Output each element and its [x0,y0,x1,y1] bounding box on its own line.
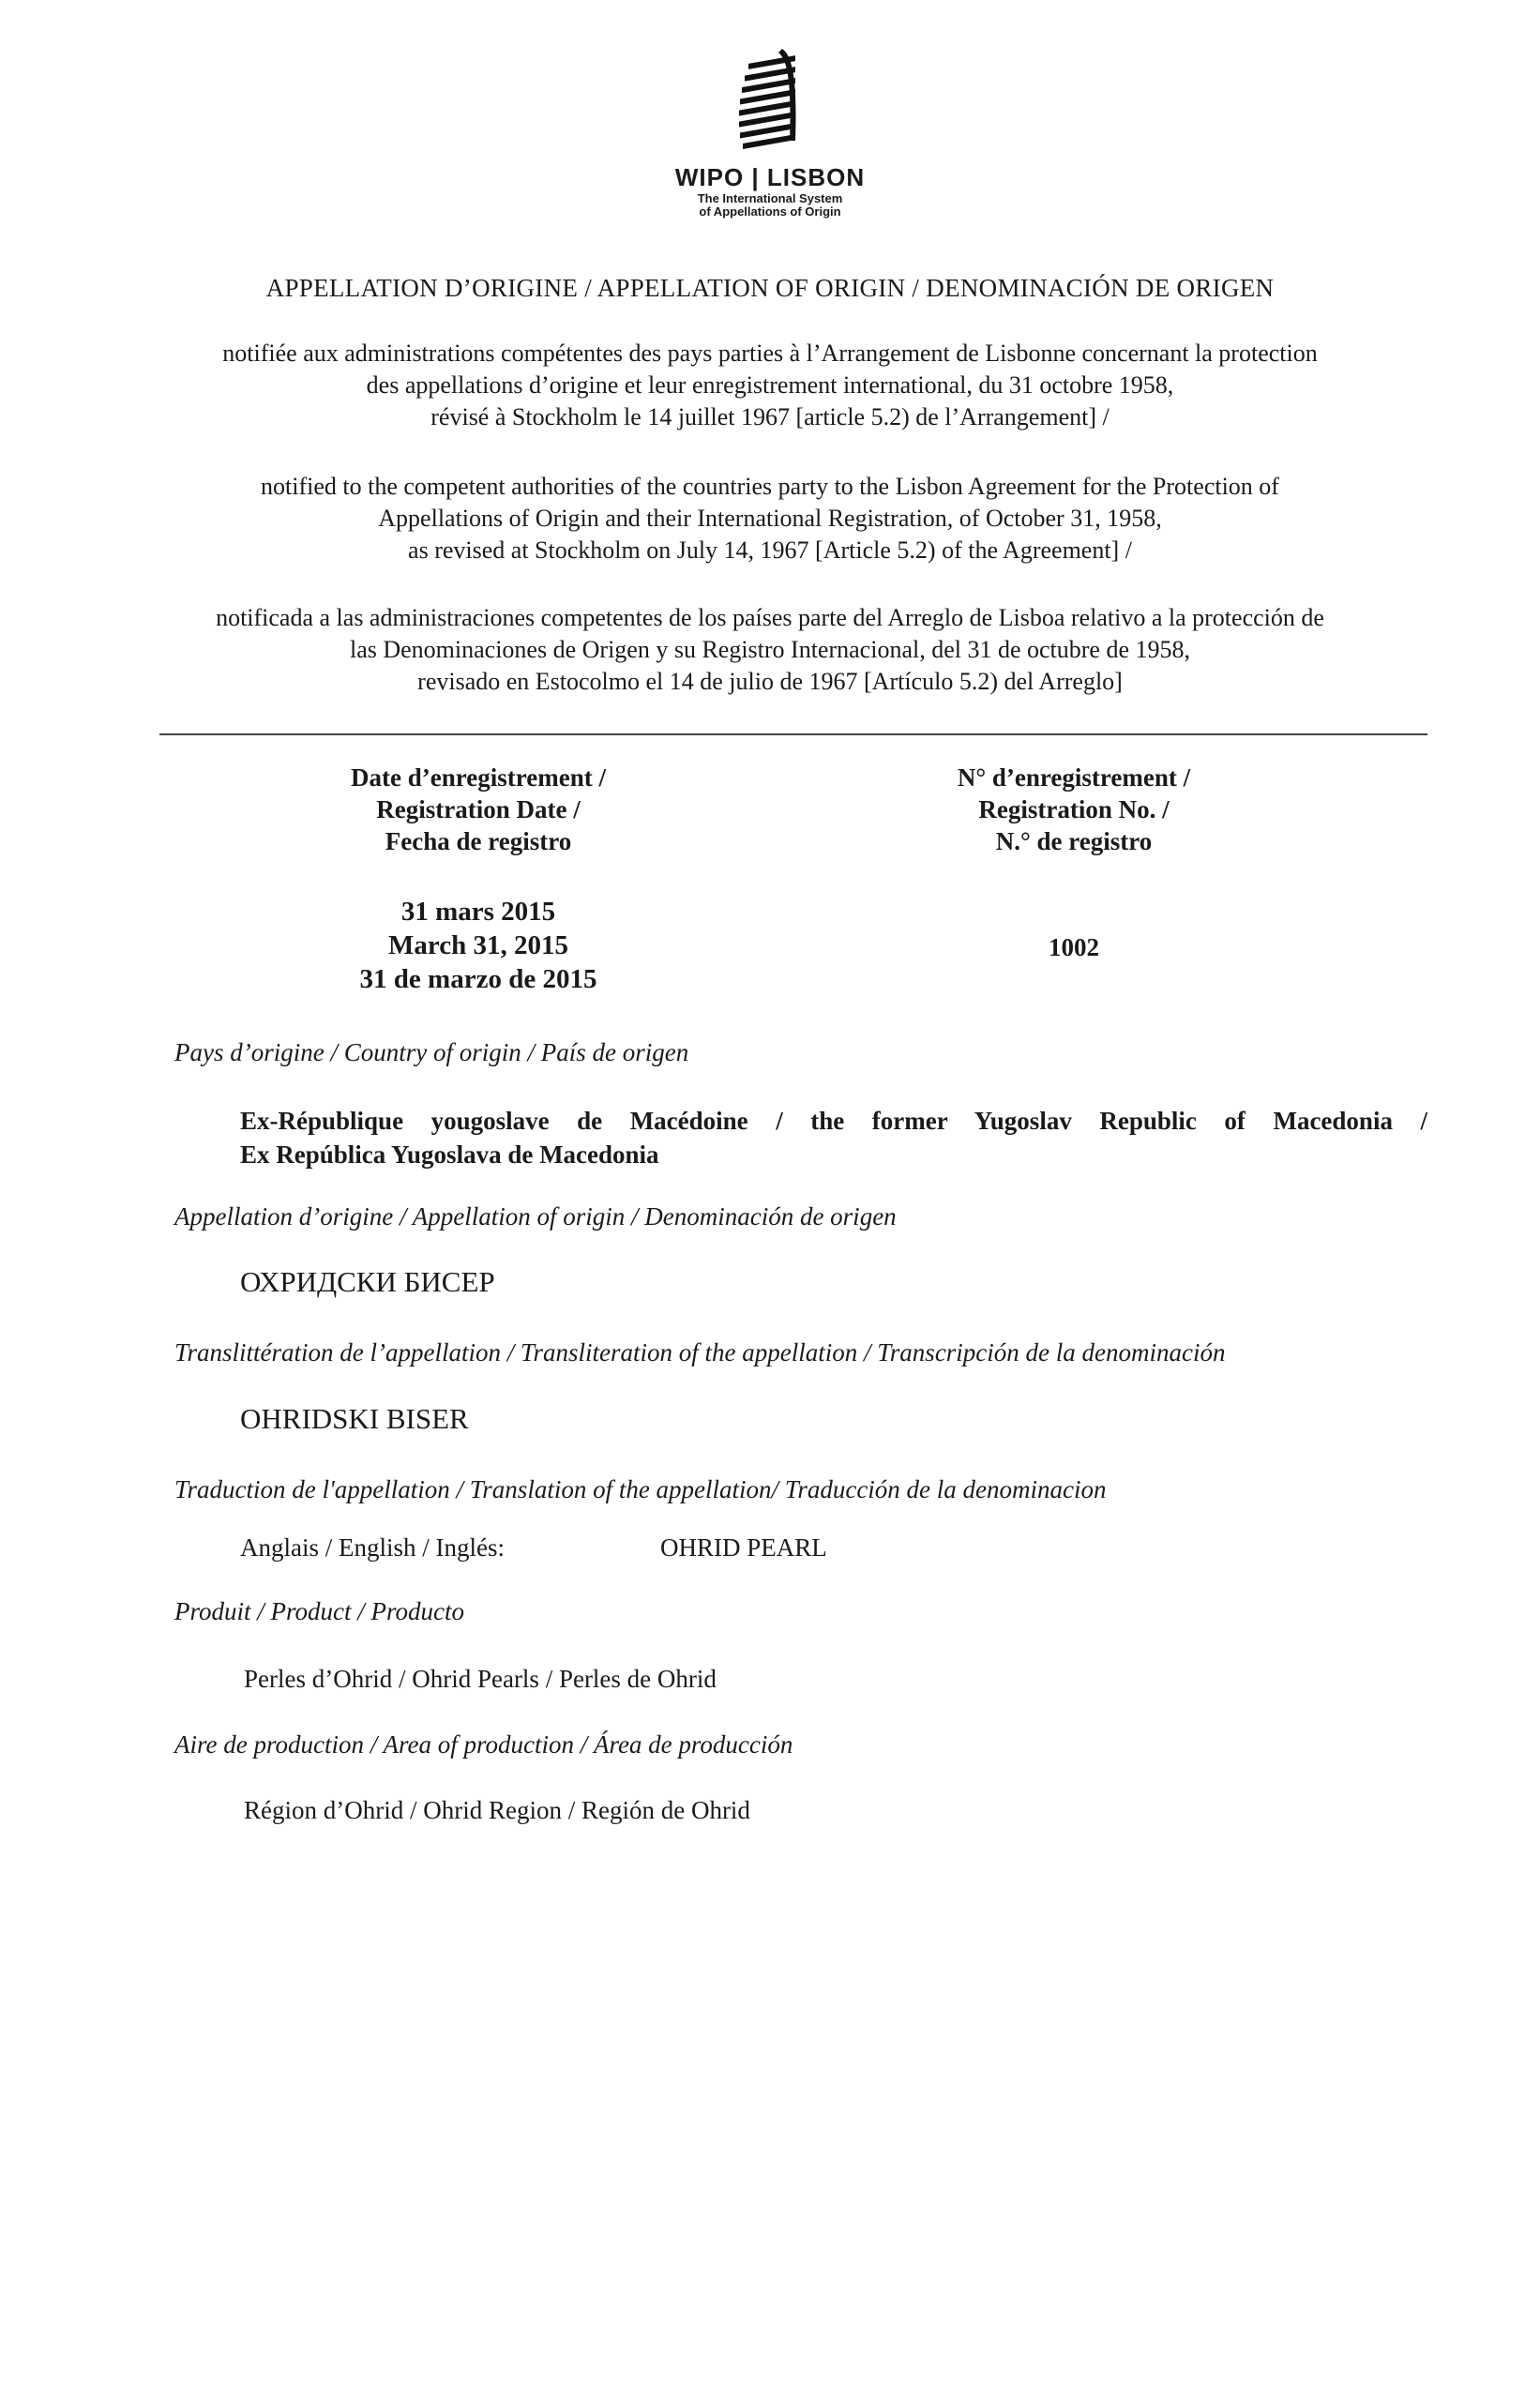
notice-en-line3: as revised at Stockholm on July 14, 1967 [Article 5.2) of the Agreement] / [408,536,1132,564]
notice-fr-line3: révisé à Stockholm le 14 juillet 1967 [article 5.2) de l’Arrangement] / [430,403,1110,430]
logo-subtitle-line1: The International System [697,191,843,205]
country-line2: Ex República Yugoslava de Macedonia [240,1140,659,1169]
number-heading-fr: N° d’enregistrement / [957,763,1191,792]
date-value-es: 31 de marzo de 2015 [359,964,597,994]
date-heading-fr: Date d’enregistrement / [351,763,606,792]
date-value-en: March 31, 2015 [388,930,568,960]
notice-french [0,338,1540,433]
registration-date-values [253,895,703,996]
notice-fr-line2: des appellations d’origine et leur enregistrement international, du 31 octobre 1958, [366,371,1174,399]
transliteration-value: OHRIDSKI BISER [240,1402,469,1435]
notice-fr-line1: notifiée aux administrations compétentes des pays parties à l’Arrangement de Lisbonne concernant la protection [222,340,1318,367]
country-label: Pays d’origine / Country of origin / País de origen [174,1038,689,1066]
registration-date-heading [253,762,703,857]
registration-number-value: 1002 [1049,933,1099,961]
country-line1: Ex-République yougoslave de Macédoine / the former Yugoslav Republic of Macedonia / [240,1107,1427,1135]
notice-es-line2: las Denominaciones de Origen y su Registro Internacional, del 31 de octubre de 1958, [349,636,1191,663]
divider-rule [159,733,1427,735]
product-label: Produit / Product / Producto [174,1597,464,1625]
logo-subtitle-line2: of Appellations of Origin [699,204,841,219]
logo-name: WIPO | LISBON [674,163,866,191]
date-heading-en: Registration Date / [376,795,581,823]
notice-en-line2: Appellations of Origin and their International Registration, of October 31, 1958, [378,505,1162,532]
number-heading-es: N.° de registro [995,827,1153,855]
notice-en-line1: notified to the competent authorities of the countries party to the Lisbon Agreement for the Protection of [261,473,1279,500]
country-value [240,1104,1427,1171]
transliteration-label: Translittération de l’appellation / Transliteration of the appellation / Transcripción de la denominación [174,1338,1226,1367]
translation-value: OHRID PEARL [660,1533,827,1562]
appellation-value: ОХРИДСКИ БИСЕР [240,1265,495,1298]
area-value: Région d’Ohrid / Ohrid Region / Región de Ohrid [244,1796,750,1824]
notice-spanish [0,602,1540,698]
wipo-lisbon-logo [0,47,1540,219]
area-label: Aire de production / Area of production / Área de producción [174,1730,793,1759]
number-heading-en: Registration No. / [978,795,1170,823]
notice-es-line3: revisado en Estocolmo el 14 de julio de 1967 [Artículo 5.2) del Arreglo] [417,668,1123,695]
registration-number-heading [863,762,1285,857]
date-value-fr: 31 mars 2015 [400,897,556,927]
appellation-label: Appellation d’origine / Appellation of origin / Denominación de origen [174,1202,897,1231]
translation-label: Traduction de l'appellation / Translation of the appellation/ Traducción de la denominacion [174,1475,1107,1503]
notice-es-line1: notificada a las administraciones competentes de los países parte del Arreglo de Lisboa relativo a la protección de [216,604,1324,631]
notice-english [0,471,1540,566]
translation-language: Anglais / English / Inglés: [240,1533,505,1562]
product-value: Perles d’Ohrid / Ohrid Pearls / Perles de Ohrid [244,1665,717,1693]
date-heading-es: Fecha de registro [385,827,572,855]
wipo-logo-icon [737,47,803,159]
document-title: APPELLATION D’ORIGINE / APPELLATION OF ORIGIN / DENOMINACIÓN DE ORIGEN [265,274,1275,302]
